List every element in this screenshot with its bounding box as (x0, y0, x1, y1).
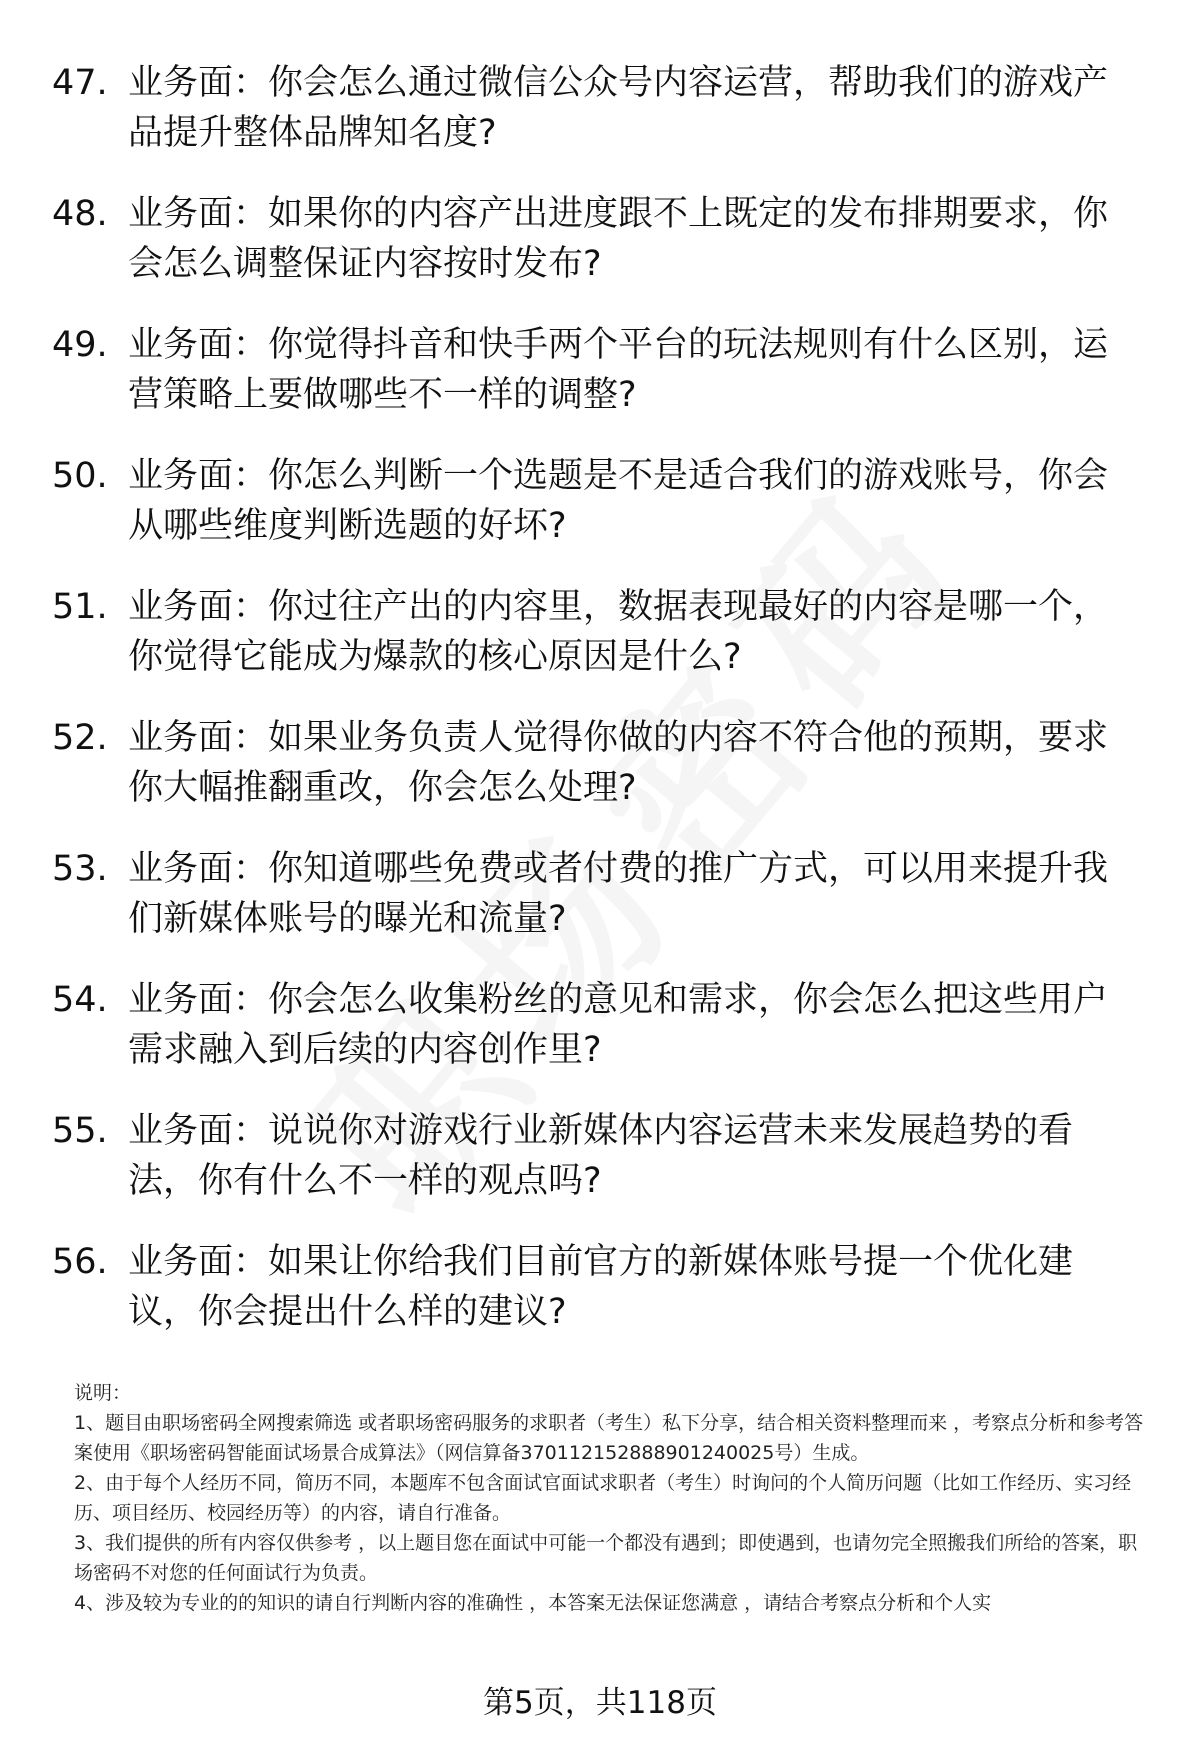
notes-section (74, 1378, 1156, 1618)
question-number: 56. (52, 1242, 108, 1282)
question-text: 业务面：你觉得抖音和快手两个平台的玩法规则有什么区别，运营策略上要做哪些不一样的调整? (128, 325, 1109, 415)
question-number: 53. (52, 849, 108, 889)
note-item: 1、题目由职场密码全网搜索筛选 或者职场密码服务的求职者（考生）私下分享，结合相关资料整理而来 ，考察点分析和参考答案使用《职场密码智能面试场景合成算法》（网信算备370112152888901240025号）生成。 (74, 1412, 1144, 1464)
question-text: 业务面：如果你的内容产出进度跟不上既定的发布排期要求，你会怎么调整保证内容按时发布? (128, 194, 1109, 284)
question-text: 业务面：你会怎么通过微信公众号内容运营，帮助我们的游戏产品提升整体品牌知名度? (128, 63, 1109, 153)
question-item (0, 1106, 1200, 1237)
question-text: 业务面：说说你对游戏行业新媒体内容运营未来发展趋势的看法，你有什么不一样的观点吗? (128, 1111, 1074, 1201)
question-text: 业务面：你过往产出的内容里，数据表现最好的内容是哪一个，你觉得它能成为爆款的核心原因是什么? (128, 587, 1109, 677)
question-text: 业务面：你知道哪些免费或者付费的推广方式，可以用来提升我们新媒体账号的曝光和流量? (128, 849, 1109, 939)
question-number: 55. (52, 1111, 108, 1151)
question-number: 48. (52, 194, 108, 234)
question-number: 49. (52, 325, 108, 365)
question-item (0, 844, 1200, 975)
question-item (0, 582, 1200, 713)
notes-heading: 说明： (74, 1382, 132, 1404)
question-number: 51. (52, 587, 108, 627)
note-item: 2、由于每个人经历不同，简历不同，本题库不包含面试官面试求职者（考生）时询问的个人简历问题（比如工作经历、实习经历、项目经历、校园经历等）的内容，请自行准备。 (74, 1472, 1132, 1524)
question-text: 业务面：你会怎么收集粉丝的意见和需求，你会怎么把这些用户需求融入到后续的内容创作里? (128, 980, 1109, 1070)
page-footer (0, 1683, 1200, 1723)
question-list (0, 58, 1200, 1368)
question-text: 业务面：如果业务负责人觉得你做的内容不符合他的预期，要求你大幅推翻重改，你会怎么处理? (128, 718, 1109, 808)
question-item (0, 320, 1200, 451)
question-item (0, 451, 1200, 582)
page-number-label: 第5页，共118页 (483, 1685, 717, 1721)
note-item: 3、我们提供的所有内容仅供参考 ，以上题目您在面试中可能一个都没有遇到；即使遇到，也请勿完全照搬我们所给的答案，职场密码不对您的任何面试行为负责。 (74, 1532, 1138, 1584)
question-item (0, 975, 1200, 1106)
question-number: 52. (52, 718, 108, 758)
note-item: 4、涉及较为专业的的知识的请自行判断内容的准确性 ，本答案无法保证您满意 ，请结合考察点分析和个人实 (74, 1592, 992, 1614)
question-item (0, 189, 1200, 320)
question-number: 47. (52, 63, 108, 103)
question-item (0, 713, 1200, 844)
question-item (0, 1237, 1200, 1368)
question-text: 业务面：你怎么判断一个选题是不是适合我们的游戏账号，你会从哪些维度判断选题的好坏? (128, 456, 1109, 546)
question-number: 50. (52, 456, 108, 496)
question-item (0, 58, 1200, 189)
question-text: 业务面：如果让你给我们目前官方的新媒体账号提一个优化建议，你会提出什么样的建议? (128, 1242, 1074, 1332)
question-number: 54. (52, 980, 108, 1020)
